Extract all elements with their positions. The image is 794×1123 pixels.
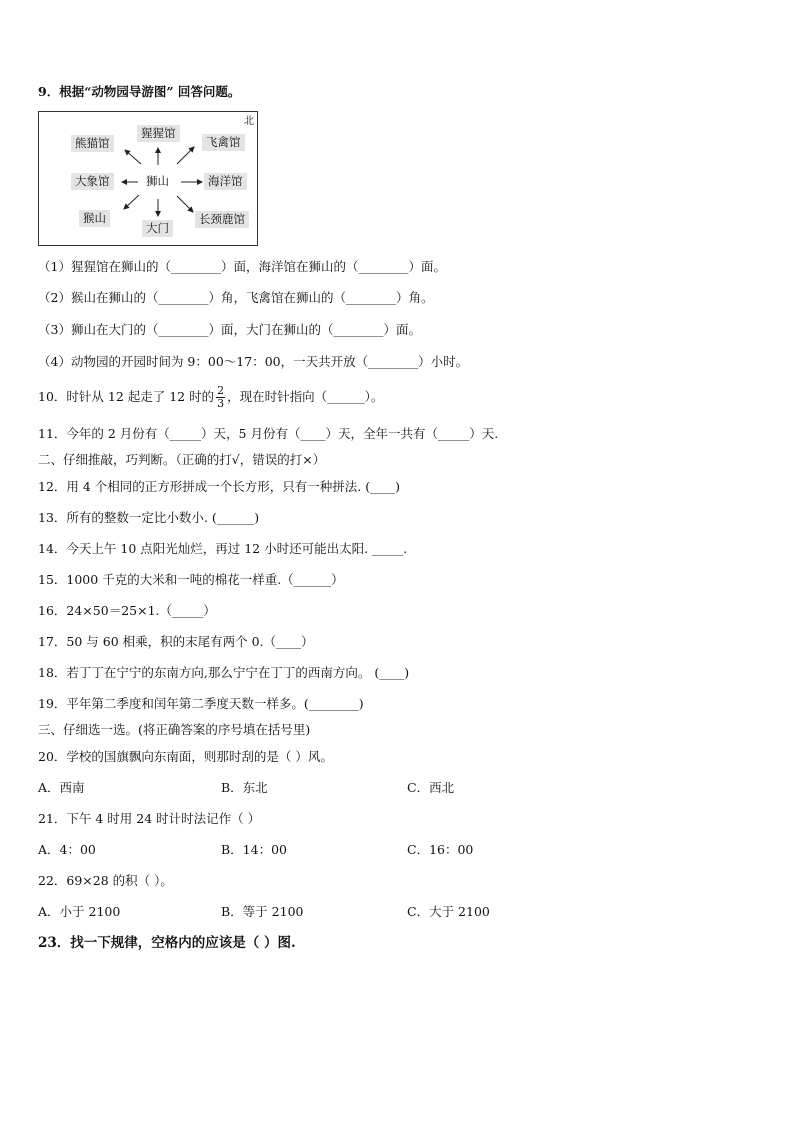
question-12: 12．用 4 个相同的正方形拼成一个长方形，只有一种拼法. (____) — [38, 479, 401, 494]
zoo-map — [38, 111, 258, 246]
fraction-two-thirds — [216, 385, 225, 410]
box-elephant: 大象馆 — [71, 173, 114, 190]
question-21-option-c: C．16：00 — [407, 842, 474, 857]
box-birds: 飞禽馆 — [202, 134, 245, 151]
north-label: 北 — [244, 116, 254, 127]
fraction-denominator: 3 — [217, 397, 225, 410]
question-16: 16．24×50＝25×1.（_____） — [38, 603, 216, 618]
question-9-sub-1: （1）猩猩馆在狮山的（________）面，海洋馆在狮山的（________）面。 — [38, 259, 446, 274]
question-22: 22．69×28 的积（ ）。 — [38, 873, 173, 888]
section-3-heading: 三、仔细选一选。(将正确答案的序号填在括号里) — [38, 722, 311, 737]
question-18: 18．若丁丁在宁宁的东南方向,那么宁宁在丁丁的西南方向。 (____) — [38, 665, 410, 680]
question-9-title: 9．根据“动物园导游图” 回答问题。 — [38, 84, 241, 99]
box-orangutan: 猩猩馆 — [137, 125, 180, 142]
question-20: 20．学校的国旗飘向东南面，则那时刮的是（ ）风。 — [38, 749, 333, 764]
box-ocean: 海洋馆 — [204, 173, 247, 190]
question-9-sub-2: （2）猴山在狮山的（________）角，飞禽馆在狮山的（________）角。 — [38, 290, 434, 305]
question-11: 11．今年的 2 月份有（_____）天，5 月份有（____）天，全年一共有（_____）天. — [38, 426, 499, 441]
box-giraffe: 长颈鹿馆 — [195, 211, 249, 228]
question-22-option-c: C．大于 2100 — [407, 904, 490, 919]
question-14: 14．今天上午 10 点阳光灿烂，再过 12 小时还可能出太阳. _____. — [38, 541, 408, 556]
question-22-option-a: A．小于 2100 — [38, 904, 121, 919]
question-22-option-b: B．等于 2100 — [221, 904, 304, 919]
question-21: 21．下午 4 时用 24 时计时法记作（ ） — [38, 811, 261, 826]
question-10 — [38, 383, 383, 411]
question-21-option-b: B．14：00 — [221, 842, 287, 857]
box-monkey: 猴山 — [79, 210, 110, 227]
fraction-numerator: 2 — [217, 384, 225, 397]
question-20-option-a: A．西南 — [38, 780, 85, 795]
arrow-northeast — [177, 147, 194, 164]
question-20-option-c: C．西北 — [407, 780, 455, 795]
question-13: 13．所有的整数一定比小数小. (______) — [38, 510, 260, 525]
question-23: 23．找一下规律，空格内的应该是（ ）图. — [38, 935, 296, 951]
question-19: 19．平年第二季度和闰年第二季度天数一样多。(________) — [38, 696, 364, 711]
arrow-southwest — [124, 195, 139, 209]
question-9-sub-3: （3）狮山在大门的（________）面，大门在狮山的（________）面。 — [38, 322, 421, 337]
question-20-option-b: B．东北 — [221, 780, 268, 795]
box-panda: 熊猫馆 — [71, 135, 114, 152]
arrow-southeast — [177, 196, 193, 212]
question-17: 17．50 与 60 相乘，积的末尾有两个 0.（____） — [38, 634, 314, 649]
center-lion-hill: 狮山 — [146, 174, 169, 188]
question-10-after: ，现在时针指向（______）。 — [227, 389, 384, 404]
question-9-sub-4: （4）动物园的开园时间为 9：00～17：00，一天共开放（________）小时。 — [38, 354, 469, 369]
question-21-option-a: A．4：00 — [38, 842, 96, 857]
arrow-northwest — [125, 150, 141, 164]
section-2-heading: 二、仔细推敲，巧判断。（正确的打√，错误的打×） — [38, 452, 326, 467]
question-15: 15．1000 千克的大米和一吨的棉花一样重.（______） — [38, 572, 344, 587]
question-10-before: 10．时针从 12 起走了 12 时的 — [38, 389, 215, 404]
box-gate: 大门 — [142, 220, 173, 237]
